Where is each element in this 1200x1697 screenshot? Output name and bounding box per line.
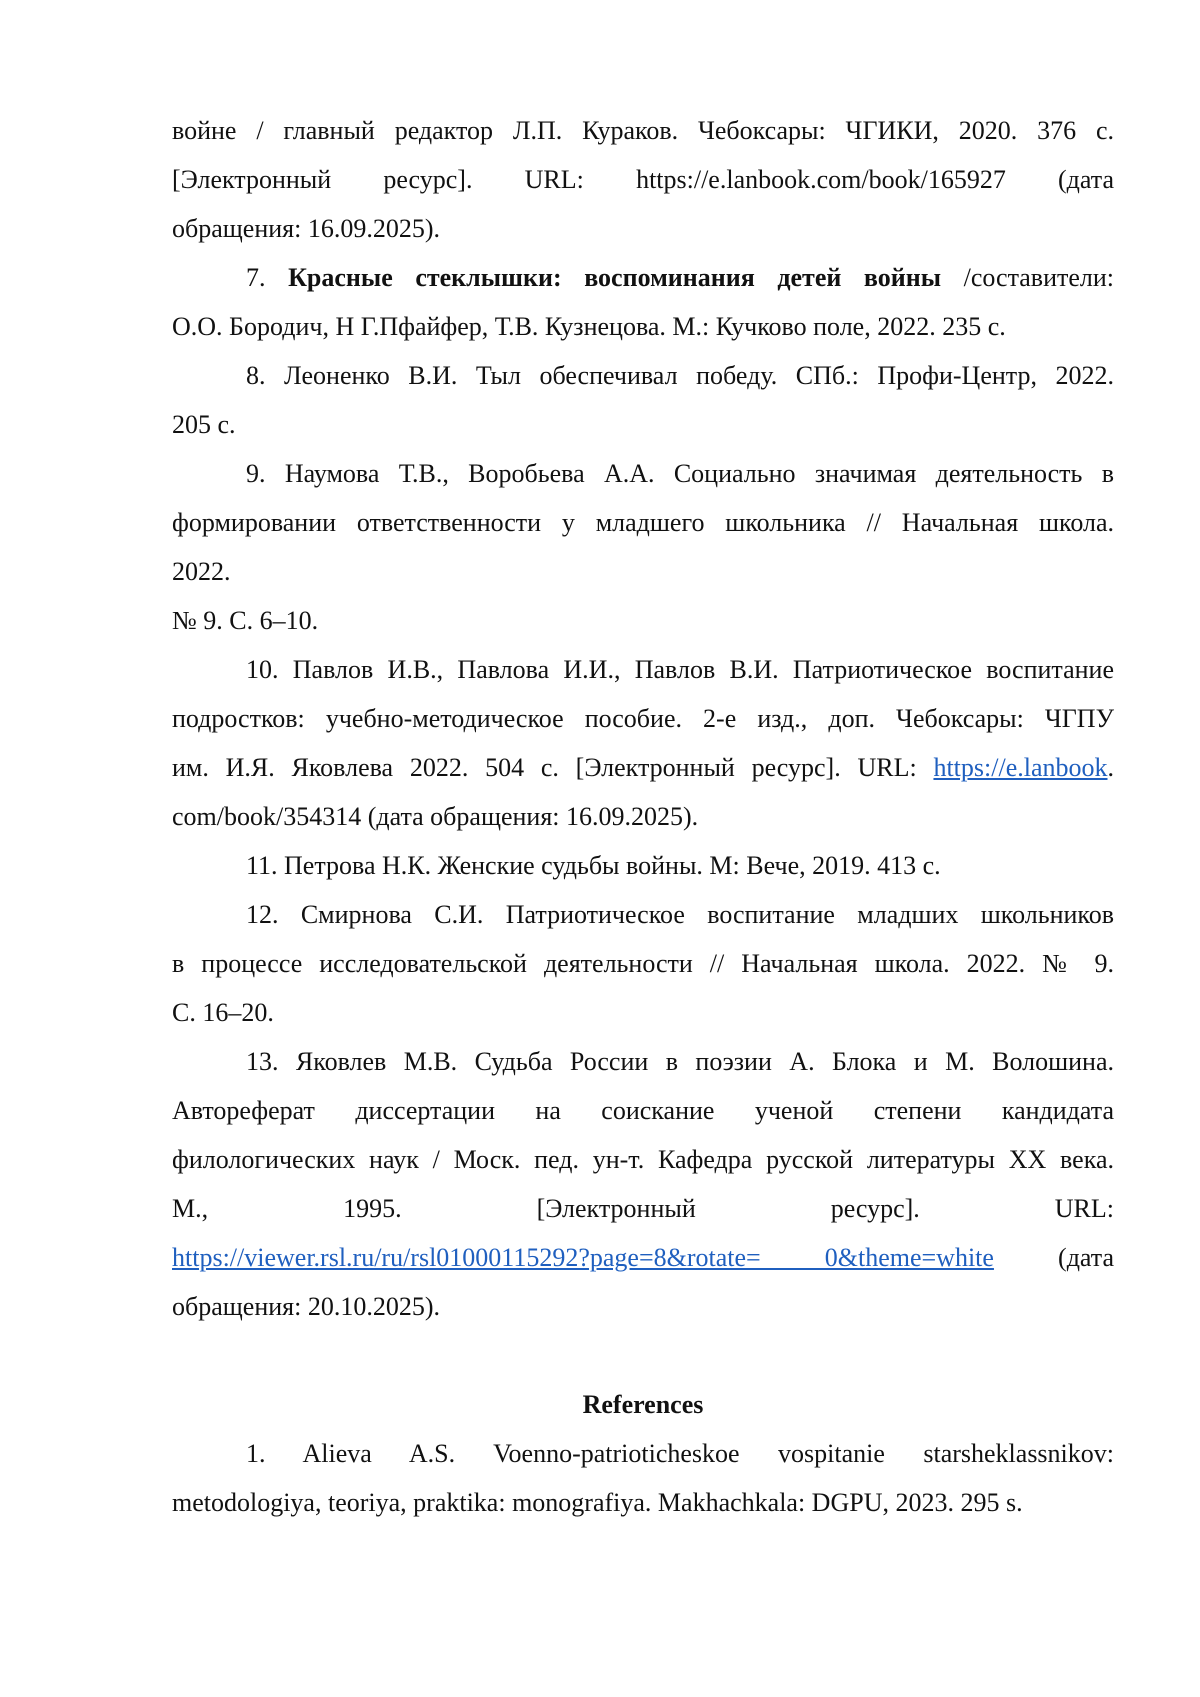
en-ref-1-line-1: 1. Alieva A.S. Voenno-patrioticheskoe vospitanie starsheklassnikov: (246, 1439, 1114, 1468)
ref-7-title: Красные стеклышки: воспоминания детей войны (288, 263, 942, 292)
ref-13-line-3: филологических наук / Моск. пед. ун-т. Кафедра русской литературы XX века. (172, 1145, 1114, 1174)
ref-13-line-2: Автореферат диссертации на соискание ученой степени кандидата (172, 1096, 1114, 1125)
ref-6-line-1: войне / главный редактор Л.П. Кураков. Чебоксары: ЧГИКИ, 2020. 376 с. (172, 116, 1114, 145)
ref-9-line-3: 2022. (172, 557, 231, 586)
ref-7-compilers: /составители: (963, 263, 1115, 292)
ref-13-line-6: обращения: 20.10.2025). (172, 1292, 440, 1321)
ref-10-line-3 (172, 743, 1114, 792)
ref-7-line-1 (172, 253, 1114, 302)
ref-12-line-1: 12. Смирнова С.И. Патриотическое воспитание младших школьников (246, 900, 1114, 929)
ref-13-link[interactable]: https://viewer.rsl.ru/ru/rsl01000115292?page=8&rotate= 0&theme=white (172, 1243, 994, 1272)
ref-10-text: им. И.Я. Яковлева 2022. 504 с. [Электронный ресурс]. URL: (172, 753, 934, 782)
ref-9-line-4: № 9. С. 6–10. (172, 606, 319, 635)
ref-10-link[interactable]: https://e.lanbook (933, 753, 1108, 782)
document-page (172, 106, 1114, 1527)
ref-10-line-1: 10. Павлов И.В., Павлова И.И., Павлов В.И. Патриотическое воспитание (246, 655, 1114, 684)
ref-8-line-1: 8. Леоненко В.И. Тыл обеспечивал победу. СПб.: Профи-Центр, 2022. (246, 361, 1114, 390)
en-ref-1-line-2: metodologiya, teoriya, praktika: monografiya. Makhachkala: DGPU, 2023. 295 s. (172, 1488, 1023, 1517)
ref-10-line-4: com/book/354314 (дата обращения: 16.09.2025). (172, 802, 699, 831)
ref-13-line-5 (172, 1233, 1114, 1282)
ref-8-line-2: 205 с. (172, 410, 236, 439)
ref-7-number: 7. (246, 263, 266, 292)
references-heading: References (582, 1390, 704, 1419)
ref-13-date-label: (дата (1058, 1243, 1115, 1272)
ref-9-line-2: формировании ответственности у младшего школьника // Начальная школа. (172, 508, 1114, 537)
ref-6-line-2: [Электронный ресурс]. URL: https://e.lanbook.com/book/165927 (дата (172, 165, 1114, 194)
ref-12-line-2: в процессе исследовательской деятельности // Начальная школа. 2022. № 9. (172, 949, 1114, 978)
ref-11-line-1: 11. Петрова Н.К. Женские судьбы войны. М: Вече, 2019. 413 с. (246, 851, 941, 880)
ref-10-line-2: подростков: учебно-методическое пособие. 2-е изд., доп. Чебоксары: ЧГПУ (172, 704, 1114, 733)
ref-7-line-2: О.О. Бородич, Н Г.Пфайфер, Т.В. Кузнецова. М.: Кучково поле, 2022. 235 с. (172, 312, 1006, 341)
section-spacer (172, 1331, 1114, 1380)
ref-6-line-3: обращения: 16.09.2025). (172, 214, 440, 243)
ref-9-line-1: 9. Наумова Т.В., Воробьева А.А. Социально значимая деятельность в (246, 459, 1114, 488)
ref-13-line-4: М., 1995. [Электронный ресурс]. URL: (172, 1194, 1114, 1223)
ref-10-period: . (1107, 753, 1114, 782)
ref-13-line-1: 13. Яковлев М.В. Судьба России в поэзии А. Блока и М. Волошина. (246, 1047, 1114, 1076)
ref-12-line-3: С. 16–20. (172, 998, 274, 1027)
